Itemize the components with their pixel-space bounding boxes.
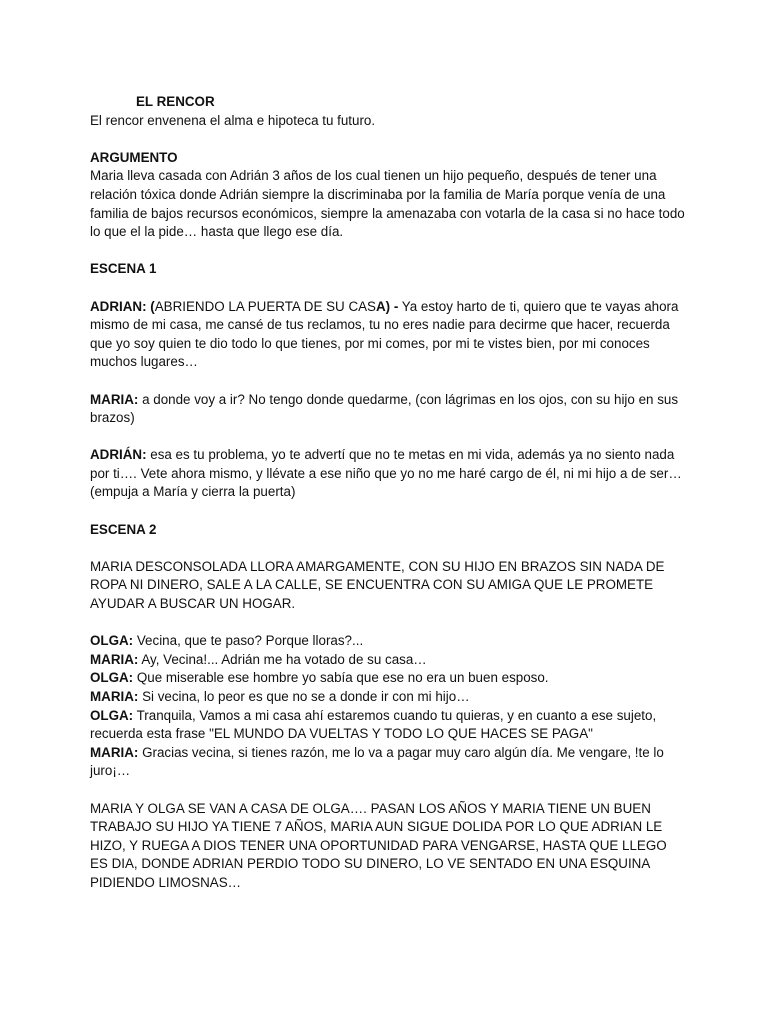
document-subtitle: El rencor envenena el alma e hipoteca tu futuro.	[90, 112, 376, 128]
dialogue-maria-1: MARIA: a donde voy a ir? No tengo donde quedarme, (con lágrimas en los ojos, con su hijo en sus brazos)	[90, 391, 679, 426]
dialogue-maria-3: MARIA: Si vecina, lo peor es que no se a donde ir con mi hijo…	[90, 689, 470, 704]
spacer	[90, 279, 686, 298]
dialogue-adrian-1: ADRIAN: (ABRIENDO LA PUERTA DE SU CASA) - Ya estoy harto de ti, quiero que te vayas ahora mismo de mi casa, me cansé de tus reclamos, tu no eres nadie para decirme que hacer, recuerda que yo soy quien te dio todo lo que tienes, por mi comes, por mi te vistes bien, por mi conoces muchos lugares…	[90, 298, 679, 370]
document-title: EL RENCOR	[136, 94, 215, 109]
spacer	[90, 781, 686, 800]
spacer	[90, 614, 686, 633]
spacer	[90, 130, 686, 149]
spacer	[90, 502, 686, 521]
spacer	[90, 428, 686, 447]
dialogue-olga-2: OLGA: Que miserable ese hombre yo sabía que ese no era un buen esposo.	[90, 670, 549, 686]
dialogue-maria-2: MARIA: Ay, Vecina!... Adrián me ha votado de su casa…	[90, 651, 427, 667]
narration-2: MARIA Y OLGA SE VAN A CASA DE OLGA…. PASAN LOS AÑOS Y MARIA TIENE UN BUEN TRABAJO SU HIJO YA TIENE 7 AÑOS, MARIA AUN SIGUE DOLIDA POR LO QUE ADRIAN LE HIZO, Y RUEGA A DIOS TENER UNA OPORTUNIDAD PARA VENGARSE, HASTA QUE LLEGO ES DIA, DONDE ADRIAN PERDIO TODO SU DINERO, LO VE SENTADO EN UNA ESQUINA PIDIENDO LIMOSNAS…	[90, 800, 667, 890]
spacer	[90, 372, 686, 391]
dialogue-adrian-2: ADRIÁN: esa es tu problema, yo te advertí que no te metas en mi vida, además ya no siento nada por ti…. Vete ahora mismo, y llévate a ese niño que yo no me haré cargo de él, ni mi hijo a de ser… (empuja a María y cierra la puerta)	[90, 447, 682, 500]
escena1-heading: ESCENA 1	[90, 261, 157, 277]
spacer	[90, 539, 686, 558]
escena2-heading: ESCENA 2	[90, 521, 157, 537]
dialogue-olga-3: OLGA: Tranquila, Vamos a mi casa ahí estaremos cuando tu quieras, y en cuanto a ese sujeto, recuerda esta frase "EL MUNDO DA VUELTAS Y TODO LO QUE HACES SE PAGA"	[90, 707, 657, 742]
document-page	[90, 93, 686, 893]
dialogue-maria-4: MARIA: Gracias vecina, si tienes razón, me lo va a pagar muy caro algún día. Me vengare, !te lo juro¡…	[90, 744, 664, 779]
narration-1: MARIA DESCONSOLADA LLORA AMARGAMENTE, CON SU HIJO EN BRAZOS SIN NADA DE ROPA NI DINERO, SALE A LA CALLE, SE ENCUENTRA CON SU AMIGA QUE LE PROMETE AYUDAR A BUSCAR UN HOGAR.	[90, 558, 665, 612]
spacer	[90, 242, 686, 261]
argumento-heading: ARGUMENTO	[90, 149, 178, 165]
argumento-text: Maria lleva casada con Adrián 3 años de los cual tienen un hijo pequeño, después de tener una relación tóxica donde Adrián siempre la discriminaba por la familia de María porque venía de una familia de bajos recursos económicos, siempre la amenazaba con votarla de la casa si no hace todo lo que el la pide… hasta que llego ese día.	[90, 168, 685, 240]
dialogue-olga-1: OLGA: Vecina, que te paso? Porque lloras?...	[90, 633, 364, 649]
